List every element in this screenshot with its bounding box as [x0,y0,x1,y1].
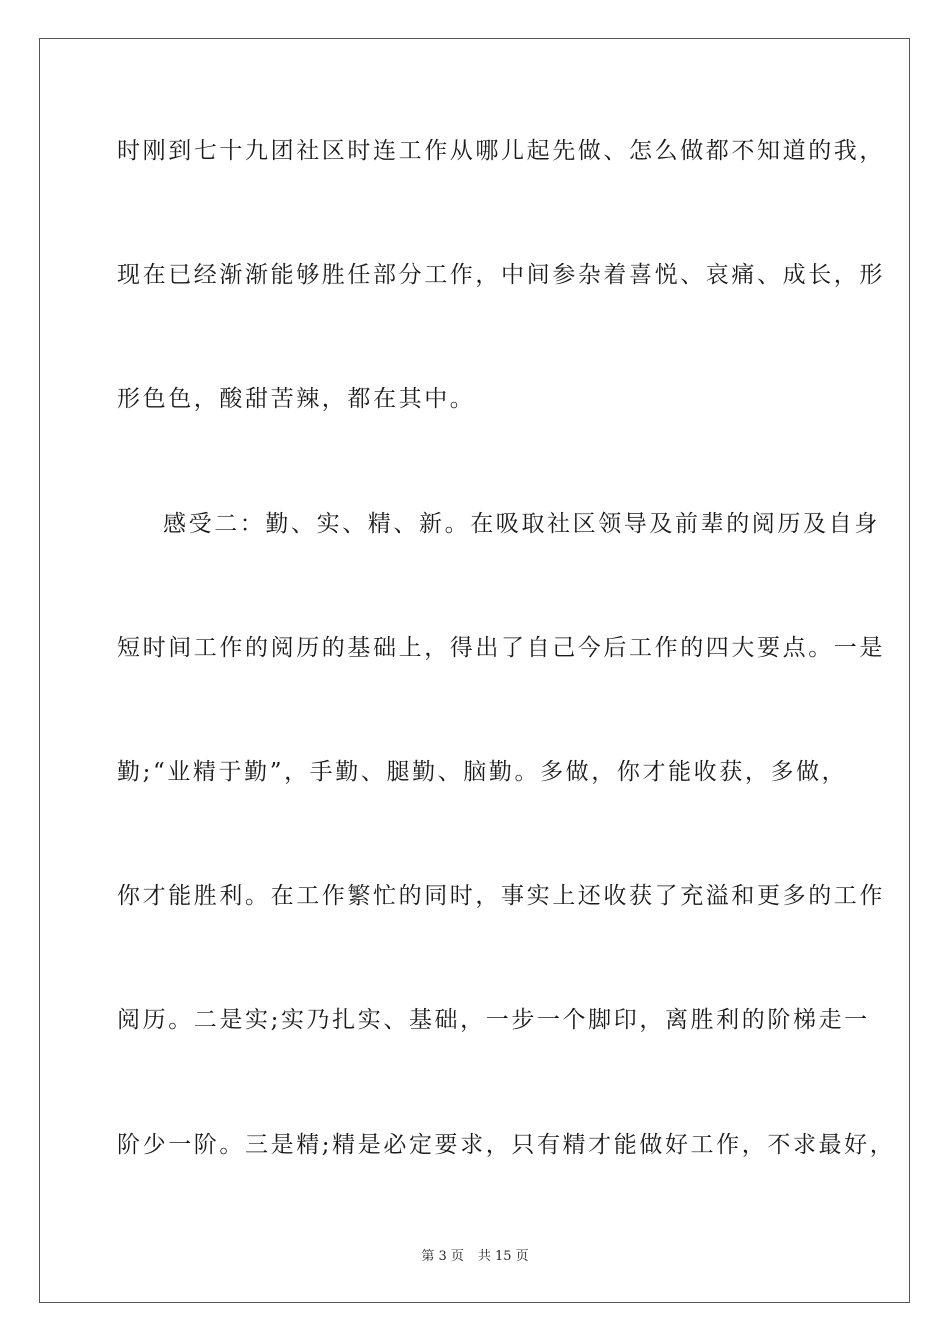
page-total: 共 15 页 [477,1249,529,1264]
page-number: 第 3 页 [421,1249,464,1264]
paragraph-line: 短时间工作的阅历的基础上，得出了自己今后工作的四大要点。一是 [117,635,885,661]
page-border [39,38,910,1303]
paragraph-line: 现在已经渐渐能够胜任部分工作，中间参杂着喜悦、哀痛、成长，形 [117,262,885,288]
paragraph-line: 时刚到七十九团社区时连工作从哪儿起先做、怎么做都不知道的我， [117,138,885,164]
page-footer [0,1248,950,1266]
paragraph-line: 阶少一阶。三是精;精是必定要求，只有精才能做好工作，不求最好， [117,1132,896,1158]
paragraph-line: 形色色，酸甜苦辣，都在其中。 [117,386,476,412]
paragraph-line: 阅历。二是实;实乃扎实、基础，一步一个脚印，离胜利的阶梯走一 [117,1007,870,1033]
paragraph-line: 感受二：勤、实、精、新。在吸取社区领导及前辈的阅历及自身 [163,511,880,537]
paragraph-line: 你才能胜利。在工作繁忙的同时，事实上还收获了充溢和更多的工作 [117,883,885,909]
paragraph-line: 勤;“业精于勤”，手勤、腿勤、脑勤。多做，你才能收获，多做， [117,759,848,785]
